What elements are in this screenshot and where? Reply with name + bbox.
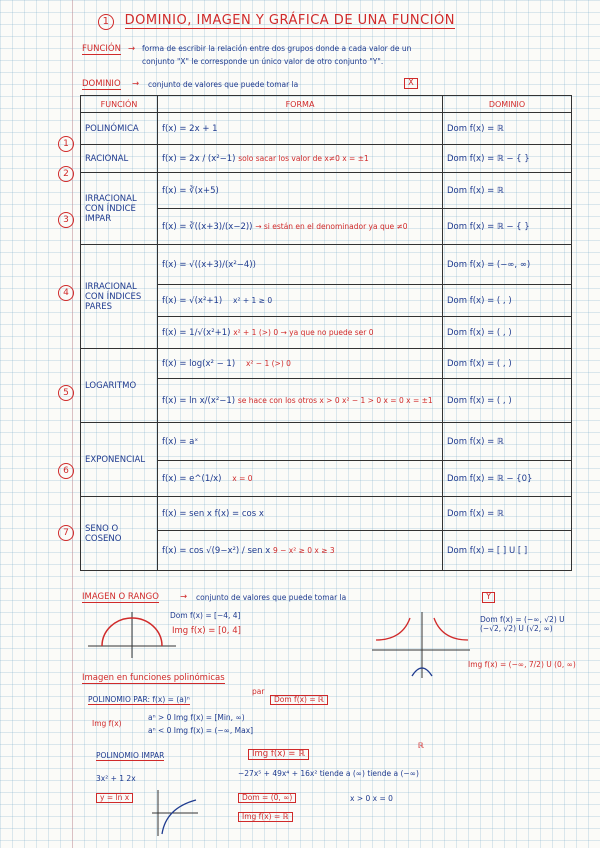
row-forma: f(x) = 2x / (x²−1) solo sacar los valor de x≠0 x = ±1 [158,145,443,173]
ln-graph [150,788,200,838]
margin-line [72,0,73,848]
row-dominio: Dom f(x) = ℝ − { } [443,209,572,245]
row-dominio: Dom f(x) = [ ] U [ ] [443,531,572,571]
graph2-curve-left [376,618,410,640]
ln-curve [162,800,196,834]
row-dominio: Dom f(x) = ℝ [443,423,572,461]
semicircle-graph [88,610,178,660]
poli-impar-label: POLINOMIO IMPAR [96,751,165,760]
imagen-arrow: → [180,592,188,602]
row-name: POLINÓMICA [81,113,158,145]
row-dominio: Dom f(x) = ℝ [443,497,572,531]
table-row [81,497,572,531]
table-row [81,173,572,209]
row-num-6: 6 [58,463,74,479]
row-forma: f(x) = ∛(x+5) [158,173,443,209]
row-forma: f(x) = 2x + 1 [158,113,443,145]
dominio-text: conjunto de valores que puede tomar la [148,80,299,89]
row-dominio: Dom f(x) = ℝ − { } [443,145,572,173]
table-row [81,145,572,173]
title-number: 1 [98,14,114,30]
row-forma: f(x) = ln x/(x²−1) se hace con los otros x > 0 x² − 1 > 0 x = 0 x = ±1 [158,379,443,423]
header-forma: FORMA [158,96,443,113]
row-forma: f(x) = sen x f(x) = cos x [158,497,443,531]
polinomicas-heading: Imagen en funciones polinómicas [82,673,225,683]
row-name: SENO O COSENO [81,497,158,571]
row-forma: f(x) = aˣ [158,423,443,461]
funcion-text-1: forma de escribir la relación entre dos grupos donde a cada valor de un [142,44,412,53]
funcion-label: FUNCIÓN [82,44,121,54]
row-dominio: Dom f(x) = ℝ [443,173,572,209]
row-forma: f(x) = e^(1/x) x = 0 [158,461,443,497]
row-name: LOGARITMO [81,349,158,423]
table-row [81,349,572,379]
row-dominio: Dom f(x) = ℝ [443,113,572,145]
poli-case-2: aⁿ < 0 Img f(x) = (−∞, Max] [148,726,254,735]
poli-img-label: Img f(x) [92,719,122,728]
dominio-var: X [404,78,418,89]
row-forma: f(x) = ∛((x+3)/(x−2)) → si están en el denominador ya que ≠0 [158,209,443,245]
row-forma: f(x) = 1/√(x²+1) x² + 1 (>) 0 → ya que no puede ser 0 [158,317,443,349]
row-num-7: 7 [58,525,74,541]
poli-par-dom: Dom f(x) = ℝ [270,695,328,705]
poli-impar-img: Img f(x) = ℝ [248,749,309,760]
imagen-var: Y [482,592,495,603]
imagen-label: IMAGEN O RANGO [82,592,159,602]
dominio-arrow: → [132,79,140,89]
row-num-4: 4 [58,285,74,301]
table-header-row [81,96,572,113]
row-forma: f(x) = √((x+3)/(x²−4)) [158,245,443,285]
row-num-3: 3 [58,212,74,228]
graph2-curve-right [434,618,468,640]
row-dominio: Dom f(x) = ( , ) [443,317,572,349]
poli-ln-label: y = ln x [96,793,133,803]
table-row [81,113,572,145]
ex2-dom: Dom f(x) = (−∞, √2) U (−√2, √2) U (√2, ∞) [480,615,565,633]
row-forma: f(x) = log(x² − 1) x² − 1 (>) 0 [158,349,443,379]
table-row [81,245,572,285]
row-dominio: Dom f(x) = (−∞, ∞) [443,245,572,285]
functions-table [80,95,572,571]
funcion-text-2: conjunto "X" le corresponde un único valor de otro conjunto "Y". [142,57,384,66]
header-dominio: DOMINIO [443,96,572,113]
row-dominio: Dom f(x) = ℝ − {0} [443,461,572,497]
row-name: IRRACIONAL CON ÍNDICES PARES [81,245,158,349]
poli-ex2: −27x⁵ + 49x⁴ + 16x² tiende a (∞) tiende a (−∞) [238,769,419,778]
table-row [81,423,572,461]
header-funcion: FUNCIÓN [81,96,158,113]
row-forma: f(x) = √(x²+1) x² + 1 ≥ 0 [158,285,443,317]
row-name: IRRACIONAL CON ÍNDICE IMPAR [81,173,158,245]
title-text: DOMINIO, IMAGEN Y GRÁFICA DE UNA FUNCIÓN [124,13,456,28]
ex1-img: Img f(x) = [0, 4] [172,626,241,636]
poli-ex-img: Img f(x) = ℝ [238,812,293,822]
poli-case-1: aⁿ > 0 Img f(x) = [Min, ∞) [148,713,245,722]
row-dominio: Dom f(x) = ( , ) [443,379,572,423]
poli-par-note: par [252,687,265,696]
row-name: RACIONAL [81,145,158,173]
row-forma: f(x) = cos √(9−x²) / sen x 9 − x² ≥ 0 x ≥ 3 [158,531,443,571]
row-name: EXPONENCIAL [81,423,158,497]
ex2-img: Img f(x) = (−∞, 7/2) U (0, ∞) [468,660,576,669]
poli-r-label: ℝ [418,741,424,750]
poli-par-label: POLINOMIO PAR: f(x) = (a)ⁿ [88,695,190,704]
page-title [98,14,455,30]
row-num-1: 1 [58,136,74,152]
poli-ln-cond: x > 0 x = 0 [350,794,393,803]
ex1-dom: Dom f(x) = [−4, 4] [170,611,241,620]
row-dominio: Dom f(x) = ( , ) [443,285,572,317]
poli-ex-dom: Dom = (0, ∞) [238,793,296,803]
imagen-text: conjunto de valores que puede tomar la [196,593,347,602]
hyperbola-graph [372,610,472,680]
row-dominio: Dom f(x) = ( , ) [443,349,572,379]
funcion-arrow: → [128,44,136,54]
row-num-2: 2 [58,166,74,182]
row-num-5: 5 [58,385,74,401]
dominio-label: DOMINIO [82,79,121,89]
poli-ex1: 3x² + 1 2x [96,774,136,783]
